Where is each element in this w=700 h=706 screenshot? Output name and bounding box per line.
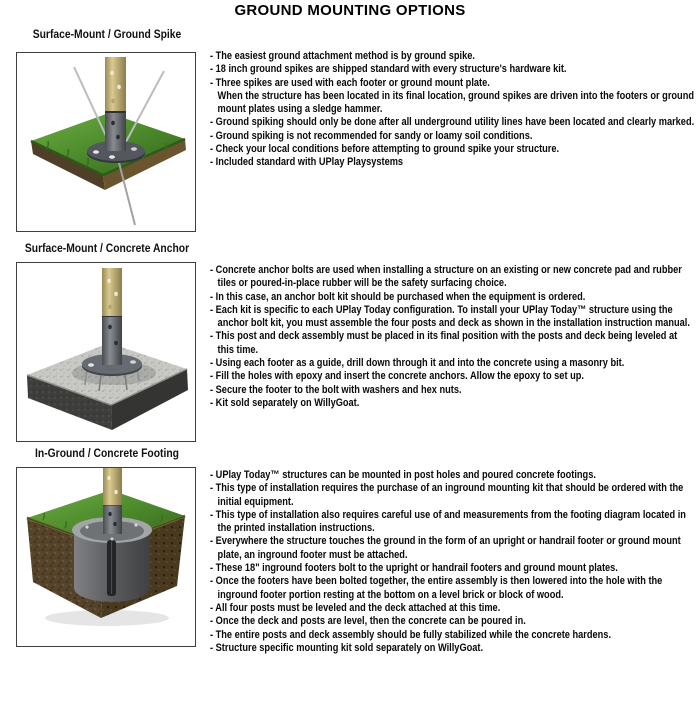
bullet-item: - Fill the holes with epoxy and insert the concrete anchors. Allow the epoxy to set up. [210, 370, 584, 383]
bullet-item: - Once the footers have been bolted together, the entire assembly is then lowered into the hole with the inground footer portion resting at the bottom on a level brick or block of wood. [210, 575, 663, 601]
bullet-item: - Included standard with UPlay Playsystems [210, 156, 404, 169]
ground-spike-illustration [17, 53, 195, 231]
support-pole [102, 268, 122, 365]
bullet-item: - In this case, an anchor bolt kit should be purchased when the equipment is ordered. [210, 290, 586, 303]
bullet-list-ground-spike [210, 50, 696, 170]
section-heading-concrete-anchor: Surface-Mount / Concrete Anchor [24, 241, 190, 255]
page-title: GROUND MOUNTING OPTIONS [234, 2, 466, 19]
bullet-item: - All four posts must be leveled and the deck attached at this time. [210, 601, 501, 614]
bullet-item-continuation: When the structure has been located in its final location, ground spikes are driven into the footers or ground mount plates using a sledge hammer. [217, 89, 694, 116]
bullet-item: - Using each footer as a guide, drill down through it and into the concrete using a masonry bit. [210, 357, 625, 370]
bullet-item: - These 18" inground footers bolt to the upright or handrail footers and ground mount plates. [210, 562, 618, 575]
concrete-footing-illustration [17, 468, 195, 646]
bullet-item: - Kit sold separately on WillyGoat. [210, 396, 360, 409]
bullet-item: - This post and deck assembly must be placed in its final position with the posts and deck being leveled at this time. [210, 330, 678, 356]
illustration-ground-spike [16, 52, 196, 232]
concrete-anchor-illustration [17, 263, 195, 441]
bullet-item: - The easiest ground attachment method is by ground spike. [210, 50, 475, 62]
bullet-item: - Ground spiking should only be done after all underground utility lines have been located and clearly marked. [210, 116, 695, 129]
bullet-item: - Ground spiking is not recommended for sandy or loamy soil conditions. [210, 129, 533, 142]
bullet-item: - Structure specific mounting kit sold separately on WillyGoat. [210, 641, 484, 654]
bullet-item: - Once the deck and posts are level, then the concrete can be poured in. [210, 615, 526, 628]
bullet-item: - The entire posts and deck assembly should be fully stabilized while the concrete hardens. [210, 628, 612, 641]
support-pole [103, 468, 122, 534]
illustration-concrete-anchor [16, 262, 196, 442]
bullet-item: - 18 inch ground spikes are shipped standard with every structure's hardware kit. [210, 63, 567, 76]
bullet-list-concrete-anchor [210, 264, 696, 410]
bullet-item: - UPlay Today™ structures can be mounted in post holes and poured concrete footings. [210, 469, 596, 481]
bullet-item: - This type of installation requires the purchase of an inground mounting kit that should be ordered with the initial equipment. [210, 482, 684, 508]
bullet-item: - Secure the footer to the bolt with washers and hex nuts. [210, 383, 462, 396]
bullet-item: - Each kit is specific to each UPlay Today configuration. To install your UPlay Today™ structure using the anchor bolt kit, you must assemble the four posts and deck as shown in the installation instruction manual. [210, 303, 690, 330]
bullet-item: - Three spikes are used with each footer or ground mount plate. [210, 76, 490, 89]
support-pole [105, 57, 126, 151]
bullet-item: - Everywhere the structure touches the ground in the form of an upright or handrail footer or ground mount plate, an inground footer must be attached. [210, 535, 681, 561]
bullet-list-concrete-footing [210, 469, 696, 655]
illustration-concrete-footing [16, 467, 196, 647]
bullet-item: - Concrete anchor bolts are used when installing a structure on an existing or new concrete pad and rubber tiles or poured-in-place rubber will be the safety surfacing choice. [210, 264, 682, 290]
bullet-item: - This type of installation also requires careful use of and measurements from the footing diagram located in the printed installation instructions. [210, 508, 686, 535]
section-heading-ground-spike: Surface-Mount / Ground Spike [32, 27, 182, 41]
section-heading-concrete-footing: In-Ground / Concrete Footing [35, 446, 179, 460]
bullet-item: - Check your local conditions before attempting to ground spike your structure. [210, 143, 560, 156]
